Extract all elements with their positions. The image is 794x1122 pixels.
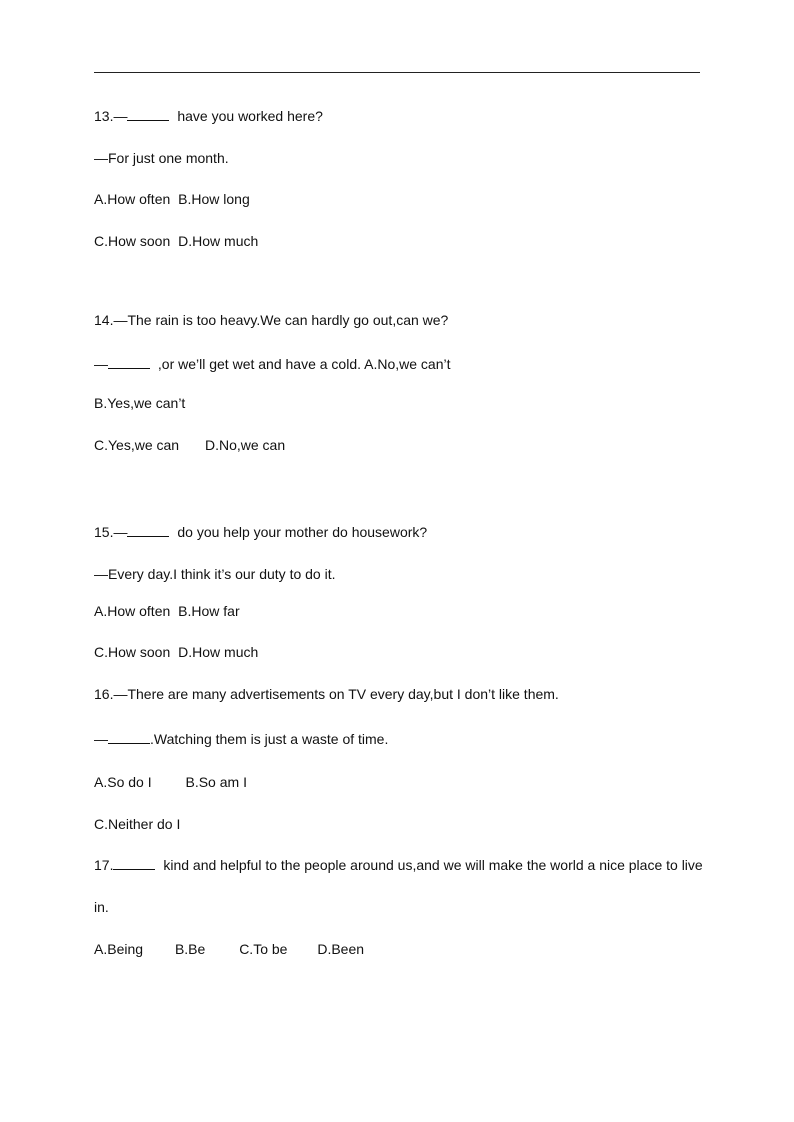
q17-options [94,940,364,958]
q15-options-cd [94,643,258,661]
q15-option-a: A.How often [94,603,171,619]
q17-option-b: B.Be [174,941,206,957]
q15-number: 15.— [94,524,128,540]
q14-blank [108,352,150,369]
q17-option-c: C.To be [239,941,288,957]
q17-stem-line [94,856,703,874]
q15-option-b: B.How far [178,603,240,619]
q17-option-d: D.Been [317,941,365,957]
q14-reply: ,or we’ll get wet and have a cold. A.No,we can’t [157,356,451,372]
q16-reply: .Watching them is just a waste of time. [150,731,389,747]
q13-options-ab [94,190,250,208]
q13-number: 13.— [94,108,128,124]
q13-options-cd [94,232,258,250]
q13-answer: —For just one month. [94,150,229,166]
header-rule [94,72,700,73]
q14-option-d: D.No,we can [204,437,286,453]
q15-blank [127,524,169,537]
q13-option-a: A.How often [94,191,171,207]
q14-dash: — [94,356,108,372]
q15-stem: do you help your mother do housework? [177,524,428,540]
q14-option-b: B.Yes,we can’t [94,395,186,411]
q15-options-ab [94,602,240,620]
q16-option-c: C.Neither do I [94,816,181,832]
q13-option-b: B.How long [178,191,250,207]
q16-option-b: B.So am I [185,774,247,790]
q14-reply-line [94,352,451,373]
q14-options-cd [94,436,285,454]
q16-stem: 16.—There are many advertisements on TV every day,but I don’t like them. [94,686,559,702]
q15-answer: —Every day.I think it’s our duty to do it. [94,566,336,582]
q16-option-a: A.So do I [94,774,152,790]
q15-option-c: C.How soon [94,644,171,660]
q17-option-a: A.Being [94,941,144,957]
q14-option-c: C.Yes,we can [94,437,180,453]
q17-stem-continued: in. [94,899,109,915]
q13-option-c: C.How soon [94,233,171,249]
q16-options-ab [94,773,247,791]
q16-blank [108,727,150,744]
q15-stem-line [94,523,427,541]
q14-stem: 14.—The rain is too heavy.We can hardly go out,can we? [94,312,449,328]
q13-stem-line [94,107,323,125]
q16-dash: — [94,731,108,747]
q17-number: 17. [94,857,114,873]
q17-blank [113,857,155,870]
q16-reply-line [94,727,388,748]
q17-stem: kind and helpful to the people around us,and we will make the world a nice place to live [163,857,703,873]
q13-option-d: D.How much [178,233,259,249]
q13-blank [127,108,169,121]
q15-option-d: D.How much [178,644,259,660]
q13-stem: have you worked here? [177,108,323,124]
